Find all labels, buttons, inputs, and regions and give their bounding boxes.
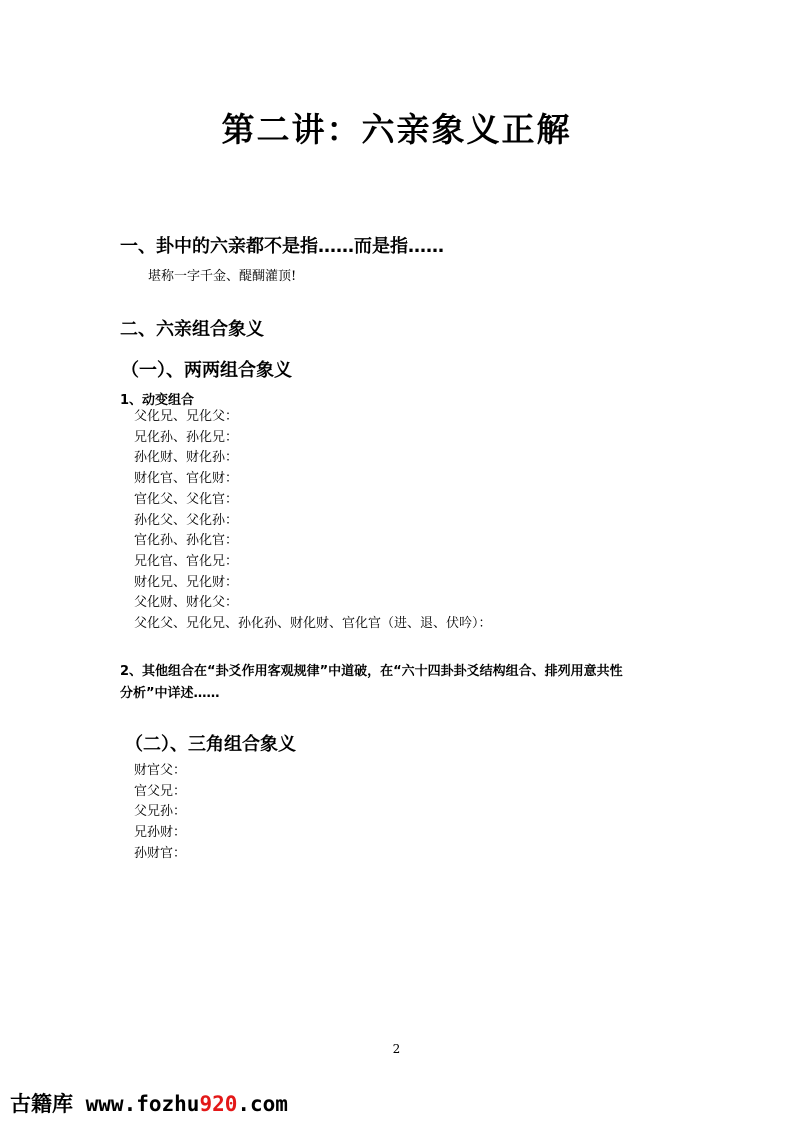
- list-item: 孙化财、财化孙：: [134, 450, 239, 466]
- list-item: 孙化父、父化孙：: [134, 512, 239, 528]
- page-title: 第二讲：六亲象义正解: [221, 110, 572, 149]
- watermark-prefix: 古籍库: [10, 1092, 73, 1116]
- list-item: 父兄孙：: [134, 804, 187, 820]
- list-item: 财化兄、兄化财：: [134, 574, 239, 590]
- subsection-1-heading: （一）、两两组合象义: [121, 360, 292, 381]
- subsection-2-heading: （二）、三角组合象义: [125, 734, 296, 755]
- list-item: 父化兄、兄化父：: [134, 409, 239, 424]
- watermark-url-number: 920: [199, 1092, 238, 1116]
- list-item: 兄孙财：: [134, 825, 187, 841]
- list-item: 官化父、父化官：: [134, 491, 239, 507]
- list-item: 父化财、财化父：: [134, 595, 239, 611]
- section-1-note: 堪称一字千金、醍醐灌顶!: [148, 269, 297, 284]
- list-item: 孙财官：: [134, 845, 187, 861]
- item-1-heading: 1、动变组合: [120, 393, 195, 408]
- item-2-line-1: 2、其他组合在“卦爻作用客观规律”中道破，在“六十四卦卦爻结构组合、排列用意共性: [120, 664, 623, 679]
- triangle-list: [134, 761, 186, 865]
- combination-list: [134, 407, 492, 635]
- watermark-url-start: www.fozhu: [73, 1092, 200, 1116]
- page-number: 2: [392, 1042, 401, 1056]
- item-2-line-2: 分析”中详述……: [120, 686, 220, 701]
- list-item: 财化官、官化财：: [134, 471, 239, 487]
- watermark-url-end: .com: [237, 1092, 288, 1116]
- list-item: 父化父、兄化兄、孙化孙、财化财、官化官（进、退、伏吟）：: [134, 616, 492, 632]
- list-item: 官化孙、孙化官：: [134, 533, 239, 549]
- list-item: 财官父：: [134, 763, 187, 778]
- section-2-heading: 二、六亲组合象义: [120, 319, 264, 340]
- list-item: 兄化孙、孙化兄：: [134, 429, 239, 445]
- list-item: 官父兄：: [134, 783, 187, 799]
- watermark: [10, 1088, 288, 1118]
- list-item: 兄化官、官化兄：: [134, 553, 239, 569]
- section-1-heading: 一、卦中的六亲都不是指……而是指……: [120, 236, 444, 257]
